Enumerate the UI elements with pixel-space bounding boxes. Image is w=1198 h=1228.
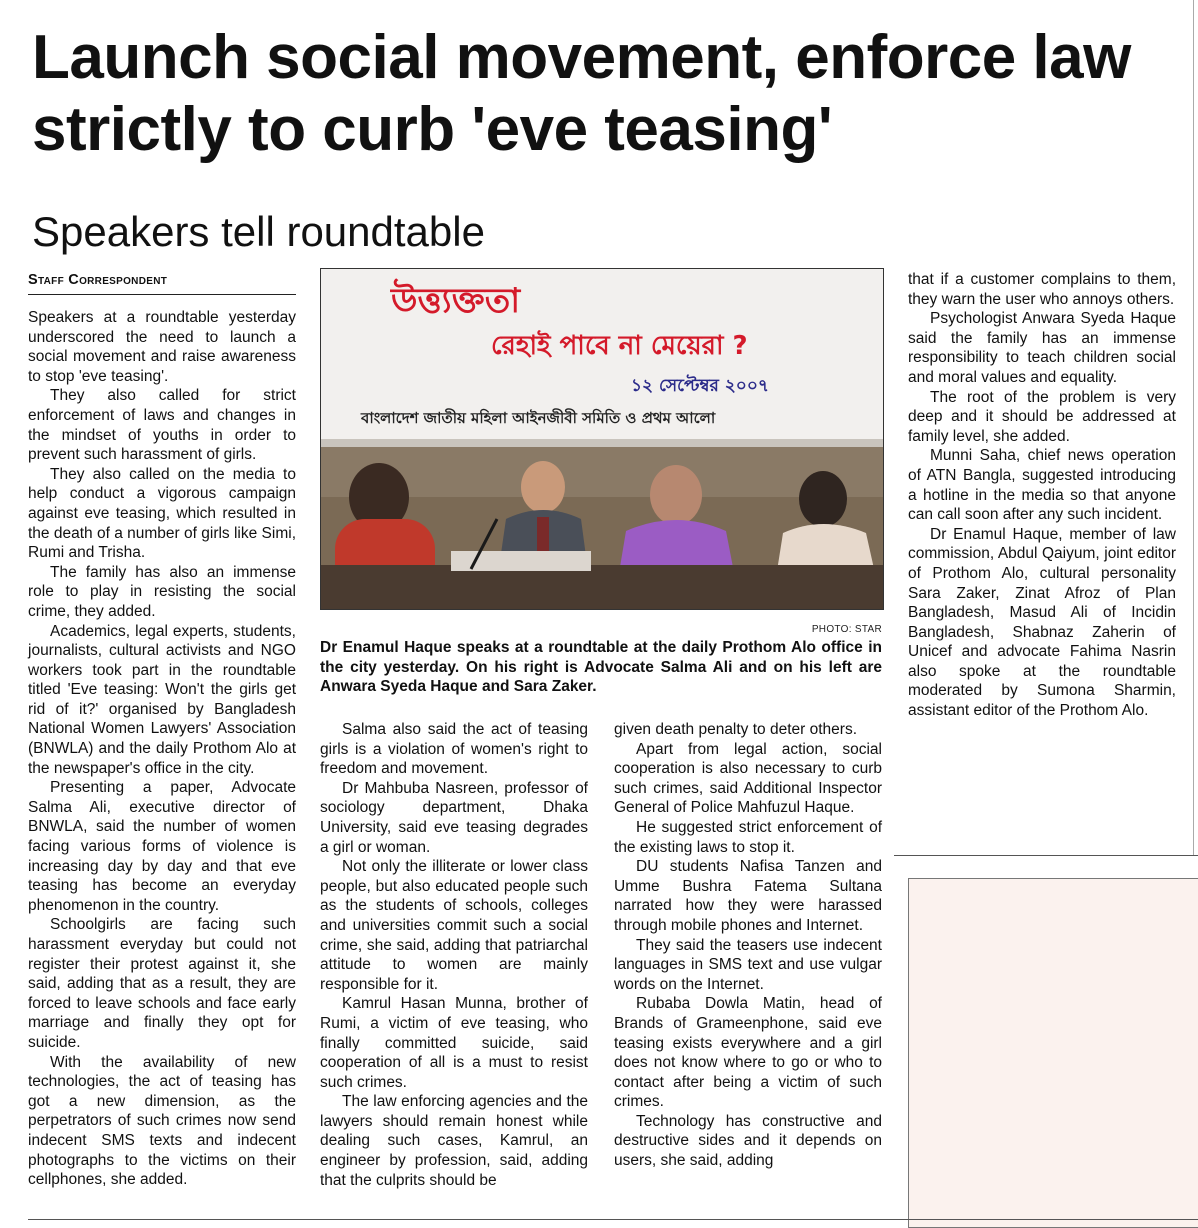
column-3: [614, 720, 882, 1171]
box-divider: [894, 855, 1198, 856]
paragraph: They also called on the media to help conduct a vigorous campaign against eve teasing, which resulted in the death of a number of girls like Simi, Rumi and Trisha.: [28, 465, 296, 562]
paragraph: DU students Nafisa Tanzen and Umme Bushra Fatema Sultana narrated how they were harassed through mobile phones and Internet.: [614, 858, 882, 934]
bottom-rule: [28, 1219, 1198, 1220]
adjacent-box: [908, 878, 1198, 1228]
paragraph: With the availability of new technologies, the act of teasing has got a new dimension, as the perpetrators of such crimes now send indecent SMS texts and indecent photographs to the victims on their cellphones, she added.: [28, 1053, 296, 1189]
paragraph: Dr Mahbuba Nasreen, professor of sociology department, Dhaka University, said eve teasing degrades a girl or woman.: [320, 779, 588, 856]
paragraph: Munni Saha, chief news operation of ATN Bangla, suggested introducing a hotline in the media so that anyone can call soon after any such incident.: [908, 447, 1176, 524]
headline: Launch social movement, enforce law strictly to curb 'eve teasing': [32, 23, 1131, 164]
paragraph: The family has also an immense role to play in resisting the social crime, they added.: [28, 563, 296, 620]
banner-date: ১২ সেপ্টেম্বর ২০০৭: [631, 376, 769, 396]
paragraph: Academics, legal experts, students, journalists, cultural activists and NGO workers took part in the roundtable titled 'Eve teasing: Won't the girls get rid of it?' organised by Bangladesh National Women Lawyers' Association (BNWLA) and the daily Prothom Alo at the newspaper's office in the city.: [28, 622, 296, 777]
paragraph: Technology has constructive and destructive sides and it depends on users, she said, adding: [614, 1112, 882, 1170]
column-1: [28, 308, 296, 1190]
paragraph: that if a customer complains to them, they warn the user who annoys others.: [908, 271, 1176, 308]
paragraph: They said the teasers use indecent languages in SMS text and use vulgar words on the Internet.: [614, 936, 882, 993]
photo-credit: PHOTO: STAR: [811, 624, 882, 635]
paragraph: Presenting a paper, Advocate Salma Ali, executive director of BNWLA, said the number of women facing various forms of violence is increasing day by day and that eve teasing has become an everyday phenomenon in the country.: [28, 779, 296, 914]
paragraph: They also called for strict enforcement of laws and changes in the mindset of youths in order to prevent such harassment of girls.: [28, 387, 296, 464]
paragraph: The law enforcing agencies and the lawyers should remain honest while dealing such cases, Kamrul, an engineer by profession, said, adding that the culprits should be: [320, 1093, 588, 1189]
banner-line-1: উত্ত্যক্ততা: [391, 281, 521, 321]
paragraph: He suggested strict enforcement of the existing laws to stop it.: [614, 818, 882, 856]
paragraph: The root of the problem is very deep and it should be addressed at family level, she added.: [908, 388, 1176, 445]
byline: Staff Correspondent: [28, 272, 296, 295]
right-divider: [1193, 0, 1194, 855]
paragraph: Speakers at a roundtable yesterday underscored the need to launch a social movement and raise awareness to stop 'eve teasing'.: [28, 309, 296, 385]
subheadline: Speakers tell roundtable: [32, 208, 485, 255]
banner-line-2: রেহাই পাবে না মেয়েরা ?: [491, 331, 748, 361]
paragraph: Rubaba Dowla Matin, head of Brands of Grameenphone, said eve teasing exists everywhere and a girl does not know where to go or who to contact after being a victim of such crimes.: [614, 995, 882, 1111]
roundtable-photo: [320, 268, 884, 610]
column-4: [908, 270, 1176, 721]
banner-organisers: বাংলাদেশ জাতীয় মহিলা আইনজীবী সমিতি ও প্রথম আলো: [361, 409, 716, 427]
paragraph: Not only the illiterate or lower class people, but also educated people such as the students of schools, colleges and universities commit such a social crime, she said, adding that patriarchal attitude to women are mainly responsible for it.: [320, 858, 588, 993]
paragraph: Dr Enamul Haque, member of law commission, Abdul Qaiyum, joint editor of Prothom Alo, cultural personality Sara Zaker, Zinat Afroz of Plan Bangladesh, Masud Ali of Incidin Bangladesh, Shabnaz Zaherin of Unicef and advocate Fahima Nasrin also spoke at the roundtable moderated by Sumona Sharmin, assistant editor of the Prothom Alo.: [908, 525, 1176, 720]
paragraph: given death penalty to deter others.: [614, 721, 857, 738]
paragraph: Kamrul Hasan Munna, brother of Rumi, a victim of eve teasing, who finally committed suicide, said cooperation of all is a must to resist such crimes.: [320, 995, 588, 1091]
photo-caption: Dr Enamul Haque speaks at a roundtable at the daily Prothom Alo office in the city yesterday. On his right is Advocate Salma Ali and on his left are Anwara Syeda Haque and Sara Zaker.: [320, 639, 882, 696]
paragraph: Apart from legal action, social cooperation is also necessary to curb such crimes, said Additional Inspector General of Police Mahfuzul Haque.: [614, 740, 882, 817]
paragraph: Psychologist Anwara Syeda Haque said the family has an immense responsibility to teach children social and moral values and equality.: [908, 310, 1176, 386]
paragraph: Schoolgirls are facing such harassment everyday but could not register their protest against it, she said, adding that as a result, they are forced to leave schools and face early marriage and finally they opt for suicide.: [28, 916, 296, 1051]
paragraph: Salma also said the act of teasing girls is a violation of women's right to freedom and movement.: [320, 721, 588, 778]
column-2: [320, 720, 588, 1190]
